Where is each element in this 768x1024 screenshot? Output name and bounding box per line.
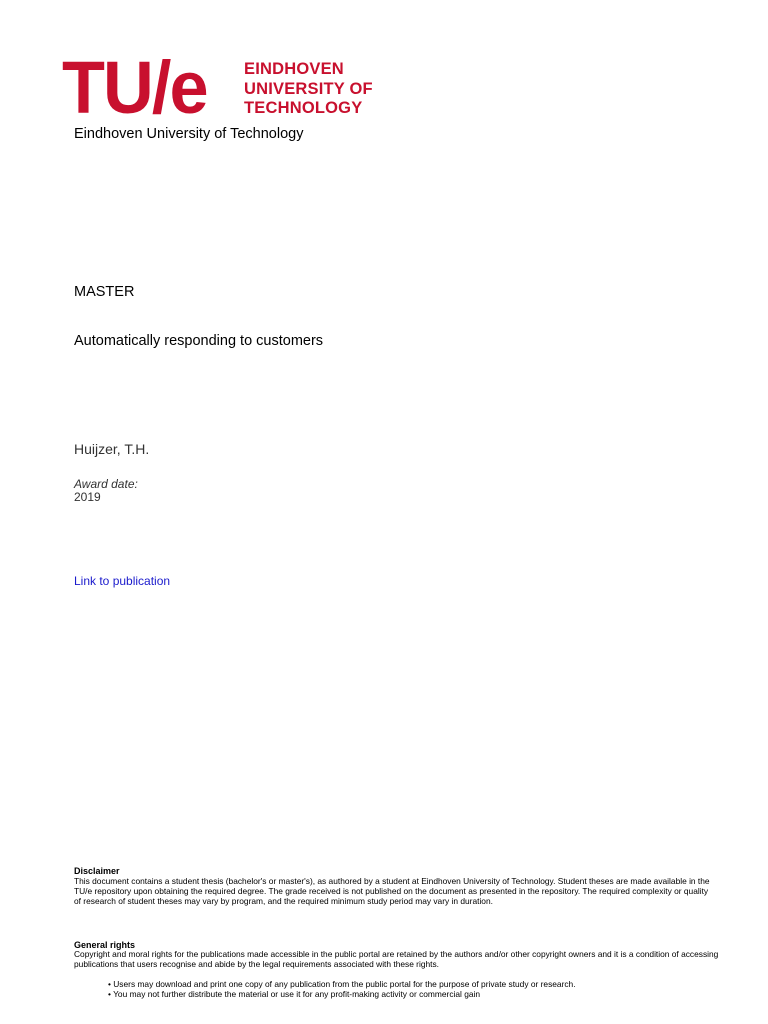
logo-line-1: EINDHOVEN [244,60,344,78]
list-item: • You may not further distribute the material or use it for any profit-making activity or commercial gain [108,988,481,999]
award-date-label: Award date: [74,477,138,491]
tue-logo-mark: TU/e [62,46,207,129]
general-rights-heading: General rights [74,940,136,950]
publication-link[interactable]: Link to publication [74,574,171,588]
general-rights-list [108,980,576,1000]
logo-line-2: UNIVERSITY OF [244,79,373,98]
logo-line-3: TECHNOLOGY [244,99,363,117]
tue-logo [62,46,392,129]
general-rights-body: Copyright and moral rights for the publications made accessible in the public portal are retained by the authors and/or other copyright owners and it is a condition of accessing publications that users recognise and abide by the legal requirements associated with these rights. [74,949,719,969]
thesis-title: Automatically responding to customers [74,333,324,349]
award-date-value: 2019 [74,490,101,504]
tue-logo-wordmark [244,60,373,119]
list-item: • Users may download and print one copy of any publication from the public portal for the purpose of private study or research. [108,979,576,989]
author-name: Huijzer, T.H. [74,441,150,457]
institution-name: Eindhoven University of Technology [74,126,304,142]
document-type: MASTER [74,284,135,300]
disclaimer-body: This document contains a student thesis (bachelor's or master's), as authored by a student at Eindhoven University of Technology. Student theses are made available in the TU/e repository upon obtaining the required degree. The grade received is not published on the document as presented in the repository. The required complexity or quality of research of student theses may vary by program, and the required minimum study period may vary in duration. [74,876,710,906]
disclaimer-heading: Disclaimer [74,866,120,876]
